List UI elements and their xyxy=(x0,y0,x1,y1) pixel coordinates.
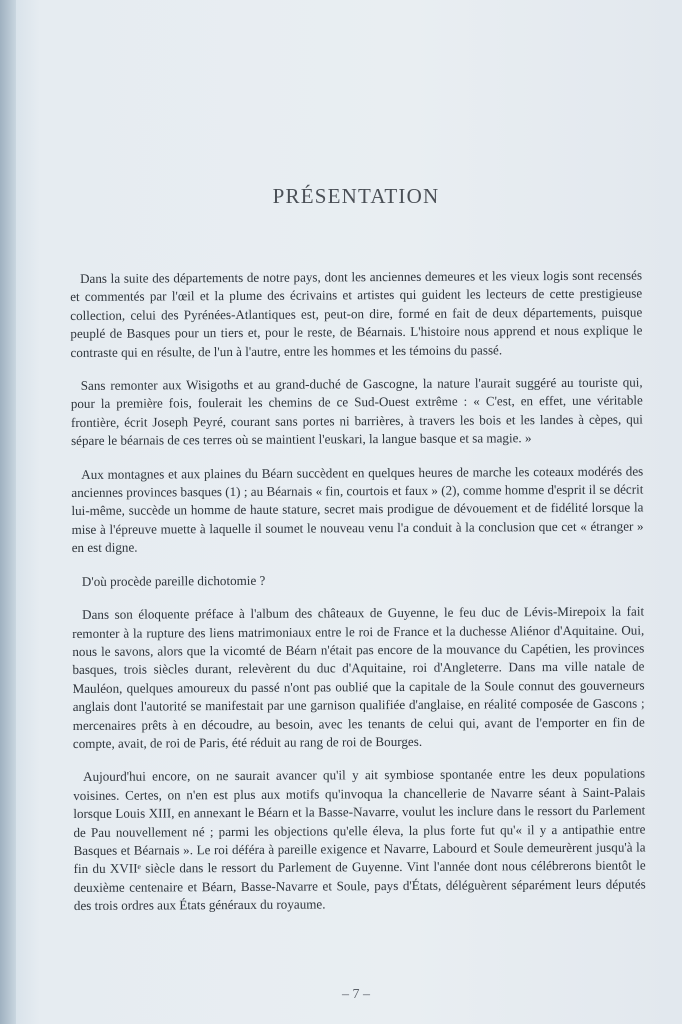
paragraph: Aux montagnes et aux plaines du Béarn succèdent en quelques heures de marche les coteaux modérés des anciennes provinces basques (1) ; au Béarnais « fin, courtois et faux » (2), comme homme d'esprit il se décrit lui-même, succède un homme de haute stature, secret mais prodigue de dévouement et de fidélité lorsque la mise à l'épreuve muette à laquelle il soumet le nouveau venu l'a conduit à la conclusion que cet « étranger » en est digne. xyxy=(71,463,644,556)
book-page xyxy=(70,0,646,1024)
page-title: PRÉSENTATION xyxy=(272,184,440,208)
paragraph: D'où procède pareille dichotomie ? xyxy=(81,572,266,589)
paragraph: Aujourd'hui encore, on ne saurait avancer qu'il y ait symbiose spontanée entre les deux populations voisines. Certes, on n'en est plus aux motifs qu'invoqua la chancellerie de Navarre séant à Saint-Palais lorsque Louis XIII, en annexant le Béarn et la Basse-Navarre, voulut les inclure dans le ressort du Parlement de Pau nouvellement né ; parmi les objections qu'elle éleva, la plus forte fut qu'« il y a antipathie entre Basques et Béarnais ». Le roi déféra à pareille exigence et Navarre, Labourd et Soule demeurèrent jusqu'à la fin du XVIIᵉ siècle dans le ressort du Parlement de Guyenne. Vint l'année dont nous célébrerons bientôt le deuxième centenaire et Béarn, Basse-Navarre et Soule, pays d'États, déléguèrent séparément leurs députés des trois ordres aux États généraux du royaume. xyxy=(73,765,646,914)
page-number: – 7 – xyxy=(342,987,370,1002)
paragraph: Dans la suite des départements de notre pays, dont les anciennes demeures et les vieux logis sont recensés et commentés par l'œil et la plume des écrivains et artistes qui guident les lecteurs de cette prestigieuse collection, celui des Pyrénées-Atlantiques est, peut-on dire, formé en fait de deux départements, puisque peuplé de Basques pour un tiers et, pour le reste, de Béarnais. L'histoire nous apprend et nous explique le contraste qui en résulte, de l'un à l'autre, entre les hommes et les témoins du passé. xyxy=(70,267,643,360)
body-text xyxy=(70,267,646,931)
paragraph: Sans remonter aux Wisigoths et au grand-duché de Gascogne, la nature l'aurait suggéré au touriste qui, pour la première fois, foulerait les chemins de ce Sud-Ouest extrême : « C'est, en effet, une véritable frontière, écrit Joseph Peyré, courant sans portes ni barrières, à travers les bois et les landes à cèpes, qui sépare le béarnais de ces terres où se maintient l'euskari, la langue basque et sa magie. » xyxy=(70,374,643,449)
paragraph: Dans son éloquente préface à l'album des châteaux de Guyenne, le feu duc de Lévis-Mirepoix la fait remonter à la rupture des liens matrimoniaux entre le roi de France et la duchesse Aliénor d'Aquitaine. Oui, nous le savons, alors que la vicomté de Béarn n'était pas encore de la mouvance du Capétien, les provinces basques, trois siècles durant, relevèrent du duc d'Aquitaine, roi d'Angleterre. Dans ma ville natale de Mauléon, quelques amoureux du passé n'ont pas oublié que la capitale de la Soule connut des gouverneurs anglais dont l'autorité se manifestait par une garnison qualifiée d'anglaise, en réalité composée de Gascons ; mercenaires prêts à en découdre, au besoin, avec les tenants de celui qui, avant de l'emporter en fin de compte, avait, de roi de Paris, été réduit au rang de roi de Bourges. xyxy=(72,603,645,751)
book-gutter-shadow xyxy=(0,0,16,1024)
